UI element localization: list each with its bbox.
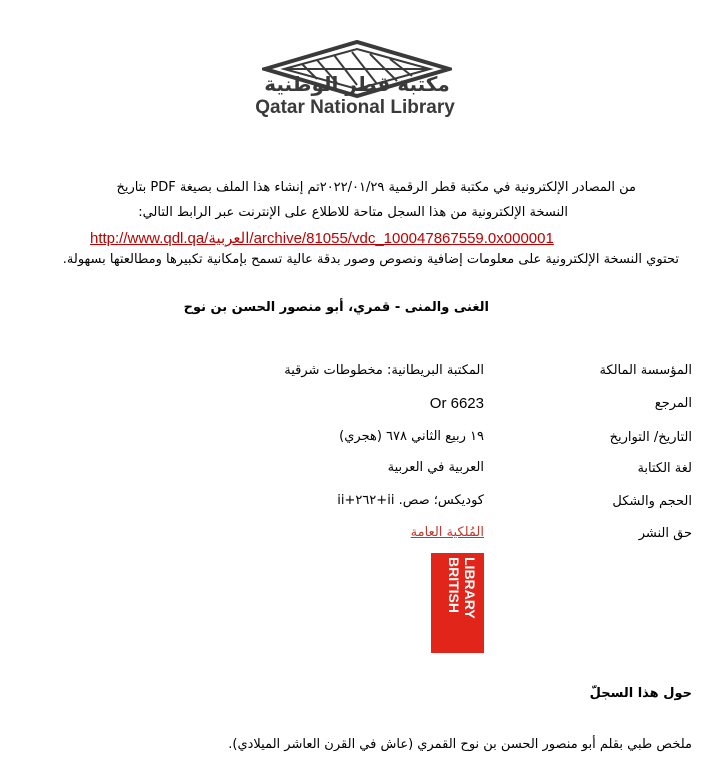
label-holding-institution: المؤسسة المالكة [599, 363, 692, 378]
about-heading: حول هذا السجلّ [589, 686, 692, 701]
value-holding-institution: المكتبة البريطانية: مخطوطات شرقية [284, 363, 484, 378]
intro-line-2: النسخة الإلكترونية من هذا السجل متاحة للاطلاع على الإنترنت عبر الرابط التالي: [138, 205, 568, 220]
value-reference: Or 6623 [429, 395, 484, 412]
about-summary: ملخص طبي بقلم أبو منصور الحسن بن نوح القمري (عاش في القرن العاشر الميلادي). [228, 737, 692, 752]
label-dates: التاريخ/ التواريخ [609, 430, 692, 445]
british-library-logo-icon [431, 553, 484, 653]
record-title: الغنى والمنى - قمري، أبو منصور الحسن بن نوح [183, 300, 489, 315]
value-extent: كوديكس؛ صص. ii+٢٦٢+ii [337, 493, 484, 508]
qnl-arabic-name: مكتبة قطر الوطنية [264, 72, 450, 96]
intro-line-3: تحتوي النسخة الإلكترونية على معلومات إضافية ونصوص وصور بدقة عالية تسمح بإمكانية تكبيرها ومطالعتها بسهولة. [62, 252, 679, 267]
intro-line-1: من المصادر الإلكترونية في مكتبة قطر الرقمية ٢٠٢٢/٠١/٢٩تم إنشاء هذا الملف بصيغة PDF بتاريخ [116, 180, 636, 195]
label-reference: المرجع [654, 396, 692, 411]
record-link-wrapper [90, 228, 554, 247]
value-copyright-link[interactable]: المُلكية العامة [410, 525, 484, 540]
record-link[interactable]: http://www.qdl.qa/العربية/archive/81055/vdc_100047867559.0x000001 [90, 230, 554, 247]
qnl-english-name: Qatar National Library [255, 97, 455, 118]
value-dates: ١٩ ربيع الثاني ٦٧٨ (هجري) [339, 429, 484, 444]
value-language: العربية في العربية [387, 460, 484, 475]
label-language: لغة الكتابة [637, 461, 692, 476]
british-library-word-2: LIBRARY [462, 557, 478, 619]
label-extent: الحجم والشكل [612, 494, 692, 509]
label-copyright: حق النشر [638, 526, 692, 541]
british-library-word-1: BRITISH [446, 557, 462, 613]
british-library-logo [431, 553, 484, 653]
